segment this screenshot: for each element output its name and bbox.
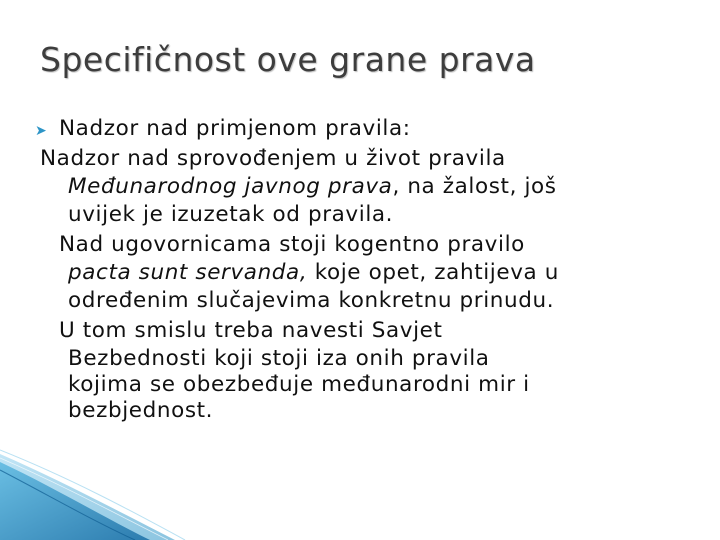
body-line-3: [68, 174, 557, 200]
corner-wave-decoration: [0, 440, 720, 540]
body-line-6: [68, 260, 559, 286]
slide-title: Specifičnost ove grane prava: [40, 40, 536, 79]
body-line-5: Nad ugovornicama stoji kogentno pravilo: [59, 232, 525, 257]
body-line-6-rest: koje opet, zahtijeva u: [307, 260, 559, 285]
body-line-3-italic: Međunarodnog javnog prava: [68, 174, 393, 199]
body-line-6-italic: pacta sunt servanda,: [68, 260, 308, 285]
body-line-8: U tom smislu treba navesti Savjet: [59, 318, 443, 343]
bullet-arrow-icon: ➤: [35, 123, 47, 139]
body-line-2: Nadzor nad sprovođenjem u život pravila: [40, 146, 506, 171]
body-line-9: Bezbednosti koji stoji iza onih pravila: [68, 346, 490, 371]
body-line-7: određenim slučajevima konkretnu prinudu.: [68, 288, 555, 313]
body-line-11: bezbjednost.: [68, 398, 214, 423]
body-line-10: kojima se obezbeđuje međunarodni mir i: [68, 372, 530, 397]
body-line-1: Nadzor nad primjenom pravila:: [59, 116, 411, 141]
body-line-3-rest: , na žalost, još: [392, 174, 557, 199]
body-line-4: uvijek je izuzetak od pravila.: [68, 202, 394, 227]
